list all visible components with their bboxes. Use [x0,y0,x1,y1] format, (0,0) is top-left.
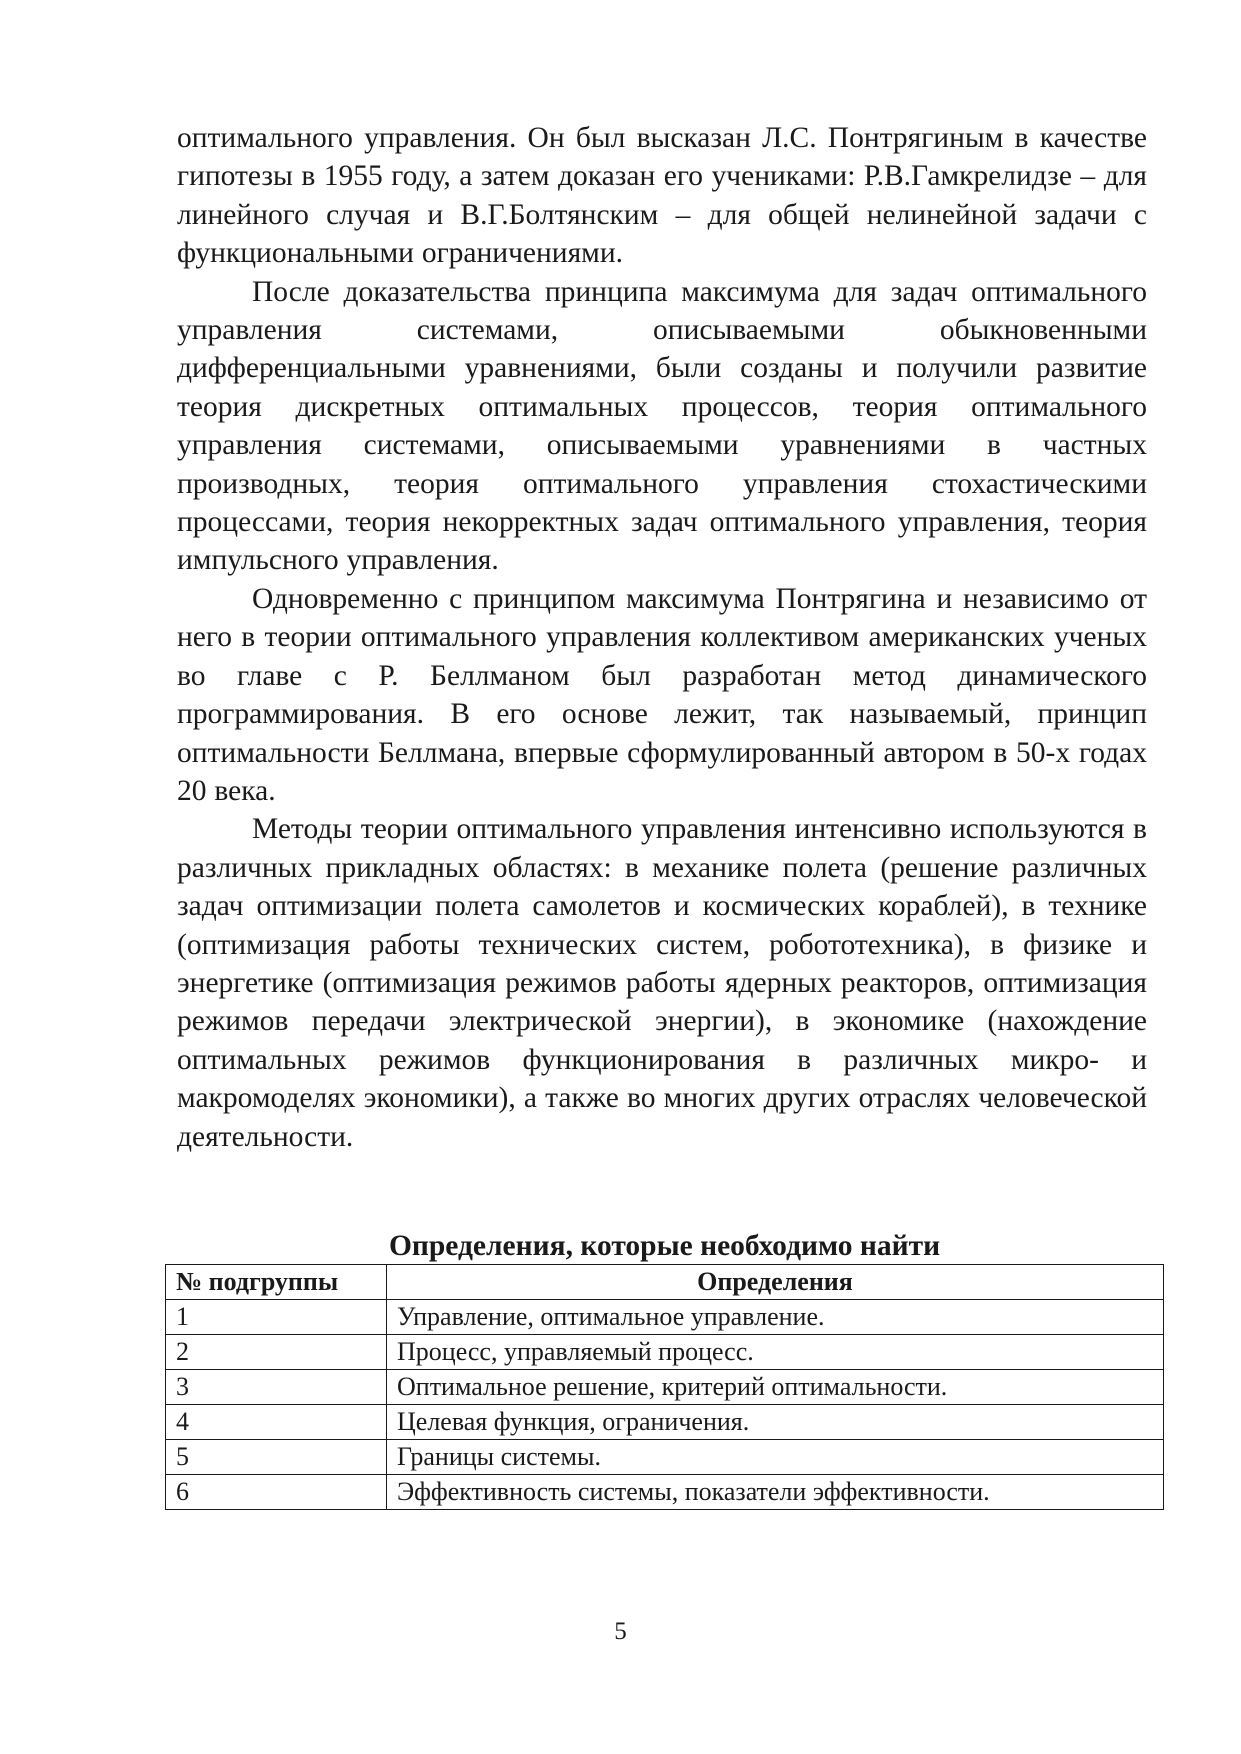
table-header-row [166,1265,1164,1300]
table-title: Определения, которые необходимо найти [388,1230,941,1262]
paragraph-applications: Методы теории оптимального управления интенсивно используются в различных прикладных областях: в механике полета (решение различных задач оптимизации полета самолетов и космических кораблей), в технике (оптимизация работы технических систем, робототехника), в физике и энергетике (оптимизация режимов работы ядерных реакторов, оптимизация режимов передачи электрической энергии), в экономике (нахождение оптимальных режимов функционирования в различных микро- и макромоделях экономики), а также во многих других отраслях человеческой деятельности. [177,813,1147,1153]
page-number: 5 [614,1618,627,1645]
cell-subgroup-number: 4 [166,1405,387,1440]
header-definitions: Определения [387,1265,1164,1300]
paragraph-continuation: оптимального управления. Он был высказан Л.С. Понтрягиным в качестве гипотезы в 1955 году, а затем доказан его учениками: Р.В.Гамкрелидзе – для линейного случая и В.Г.Болтянским – для общей нелинейной задачи с функциональными ограничениями. [177,122,1147,270]
cell-definition: Процесс, управляемый процесс. [387,1335,1164,1370]
cell-definition: Оптимальное решение, критерий оптимальности. [387,1370,1164,1405]
cell-subgroup-number: 3 [166,1370,387,1405]
table-row [166,1370,1164,1405]
table-row [166,1405,1164,1440]
cell-definition: Управление, оптимальное управление. [387,1300,1164,1335]
cell-definition: Границы системы. [387,1440,1164,1475]
header-subgroup-number: № подгруппы [166,1265,387,1300]
table-row [166,1335,1164,1370]
paragraph-maximum-principle: После доказательства принципа максимума для задач оптимального управления системами, описываемыми обыкновенными дифференциальными уравнениями, были созданы и получили развитие теория дискретных оптимальных процессов, теория оптимального управления системами, описываемыми уравнениями в частных производных, теория оптимального управления стохастическими процессами, теория некорректных задач оптимального управления, теория импульсного управления. [177,275,1147,577]
paragraph-dynamic-programming: Одновременно с принципом максимума Понтрягина и независимо от него в теории оптимального управления коллективом американских ученых во главе с Р. Беллманом был разработан метод динамического программирования. В его основе лежит, так называемый, принцип оптимальности Беллмана, впервые сформулированный автором в 50-х годах 20 века. [177,582,1147,807]
table-row [166,1475,1164,1510]
definitions-table [165,1264,1164,1510]
cell-definition: Целевая функция, ограничения. [387,1405,1164,1440]
table-row [166,1300,1164,1335]
body-text [177,119,1147,1156]
cell-subgroup-number: 5 [166,1440,387,1475]
cell-subgroup-number: 2 [166,1335,387,1370]
cell-definition: Эффективность системы, показатели эффективности. [387,1475,1164,1510]
table-row [166,1440,1164,1475]
cell-subgroup-number: 6 [166,1475,387,1510]
cell-subgroup-number: 1 [166,1300,387,1335]
